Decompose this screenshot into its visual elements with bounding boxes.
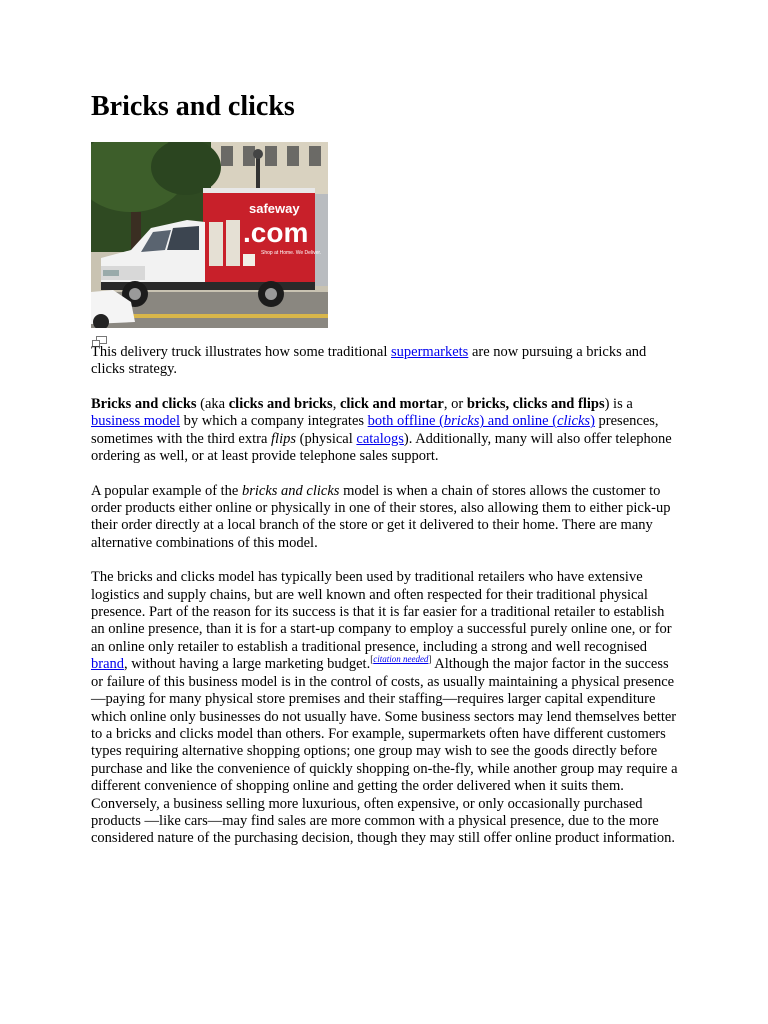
- paragraph-1: Bricks and clicks (aka clicks and bricks, click and mortar, or bricks, clicks and flips) is a business model by which a company integrates both offline (bricks) and online (clicks) presences, sometimes with the third extra flips (physical catalogs). Additionally, many will also offer telephone ordering as well, or at least provide telephone sales support.: [91, 396, 672, 465]
- image-caption: This delivery truck illustrates how some traditional supermarkets are now pursuing a bricks and clicks strategy.: [91, 344, 647, 378]
- link-brand[interactable]: brand: [91, 656, 125, 673]
- paragraph-2: A popular example of the bricks and clicks model is when a chain of stores allows the customer to order products either online or physically in one of their stores, also allowing them to either pick-up their order directly at a local branch of the store or get it delivered to their home. There are many alternative combinations of this model.: [91, 482, 671, 551]
- page-title: Bricks and clicks: [91, 91, 295, 122]
- truck-illustration: [91, 142, 328, 328]
- safeway-truck-photo[interactable]: [91, 142, 328, 328]
- link-multichannel[interactable]: both offline (bricks) and online (clicks): [367, 413, 595, 430]
- link-citation-needed[interactable]: citation needed: [373, 654, 429, 665]
- link-supermarkets[interactable]: supermarkets: [391, 344, 469, 360]
- truck-brand-top: safeway: [249, 201, 300, 216]
- citation-needed: [citation needed]: [370, 654, 432, 665]
- paragraph-3: The bricks and clicks model has typically been used by traditional retailers who have extensive logistics and supply chains, but are well known and often respected for their traditional physical presence. Part of the reason for its success is that it is far easier for a traditional retailer to establish an online presence, than it is for a start-up company to employ a successful purely online one, or for an online only retailer to establish a traditional presence, including a strong and well recognised brand, without having a large marketing budget.[citation needed] Although the major factor in the success or failure of this business model is in the control of costs, as usually maintaining a physical presence —paying for many physical store premises and their staffing—requires larger capital expenditure which online only businesses do not usually have. Some business sectors may lend themselves better to a bricks and clicks model than others. For example, supermarkets often have different customers types requiring alternative shopping options; one group may wish to see the goods directly before purchase and like the convenience of quickly shopping on-the-fly, while another group may require a different convenience of shopping online and getting the order delivered when it suits them. Conversely, a business selling more luxurious, often expensive, or only occasionally purchased products —like cars—may find sales are more common with a physical presence, due to the more considered nature of the purchasing decision, though they may still offer online product information.: [91, 569, 678, 847]
- truck-tagline: Shop at Home. We Deliver.: [261, 250, 322, 256]
- link-business-model[interactable]: business model: [91, 413, 181, 430]
- link-catalogs[interactable]: catalogs: [356, 430, 404, 447]
- article-body: [91, 396, 681, 865]
- truck-brand-main: .com: [243, 217, 309, 248]
